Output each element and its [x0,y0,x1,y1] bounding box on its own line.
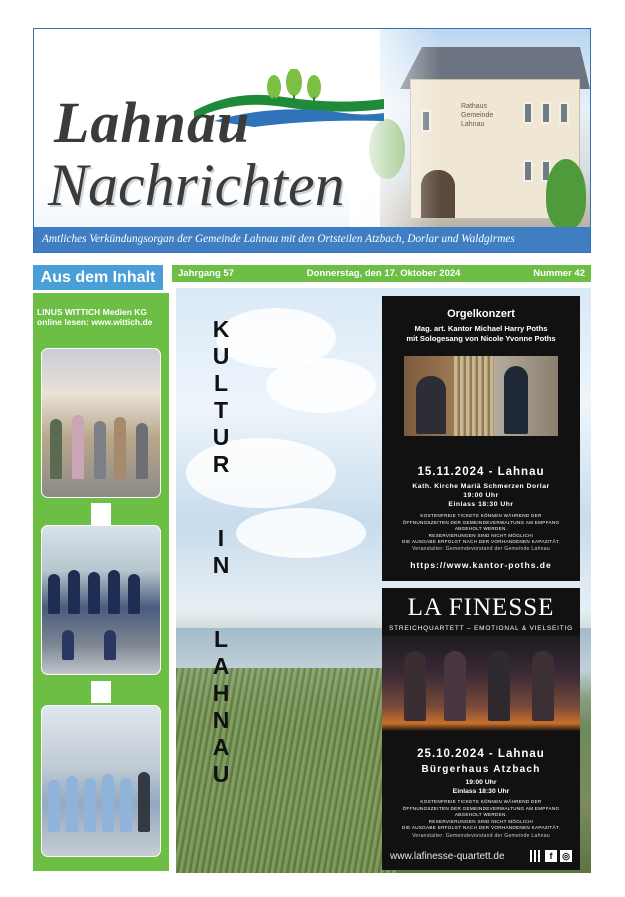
notice-line: KOSTENFREIE TICKETS KÖNNEN WÄHREND DER [420,513,542,518]
event-title: LA FINESSE [407,594,555,621]
person-figure [88,572,100,614]
notice-line: DIE AUSGABE ERFOLGT NACH DER VORHANDENEN KAPAZITÄT. [401,825,561,830]
event-subtitle: STREICHQUARTETT – EMOTIONAL & VIELSEITIG [389,625,573,632]
title-letter: L [213,626,229,652]
event-date: 25.10.2024 - Lahnau [417,748,545,760]
title-letter: R [212,451,230,477]
person-figure [504,366,528,434]
person-figure [72,415,84,479]
event-time-block [382,778,580,796]
cloud [236,508,366,558]
publisher-name: LINUS WITTICH Medien KG [37,307,148,317]
window [541,102,551,124]
notice-line: ÖFFNUNGSZEITEN DER GEMEINDEVERWALTUNG AM EMPFANG [402,519,560,525]
instagram-icon[interactable]: ◎ [560,850,572,862]
person-figure [102,774,114,832]
window [523,102,533,124]
cloud [266,358,376,413]
teaser-photo-volleyball-team[interactable] [41,525,161,675]
performer-line: Mag. art. Kantor Michael Harry Poths [414,324,548,333]
event-date: 15.11.2024 - Lahnau [417,466,545,478]
notice-line: ÖFFNUNGSZEITEN DER GEMEINDEVERWALTUNG AM EMPFANG [402,805,560,811]
notice-line: RESERVIERUNGEN SIND NICHT MÖGLICH! [428,532,534,538]
person-figure [48,574,60,614]
kultur-in-lahnau-title [206,316,236,856]
volume-label: Jahrgang 57 [178,268,234,279]
person-figure [62,630,74,660]
person-figure [48,780,60,832]
notice-line: KOSTENFREIE TICKETS KÖNNEN WÄHREND DER [420,799,542,804]
title-letter: I [217,525,225,551]
masthead [33,28,591,253]
person-figure [114,417,126,479]
title-letter: A [212,653,230,679]
table-of-contents-tab[interactable]: Aus dem Inhalt [33,265,163,290]
window [559,102,569,124]
event-venue: Kath. Kirche Mariä Schmerzen Dorlar [412,483,550,490]
event-title: Orgelkonzert [447,308,515,320]
notice-line: ABGEHOLT WERDEN. [454,812,508,817]
cover-poster [176,288,591,873]
event-time: 19:00 Uhr [463,492,499,499]
person-figure [136,423,148,479]
qr-code-icon[interactable] [530,850,542,862]
social-icons [530,850,572,862]
title-letter: U [212,761,230,787]
teaser-photo-youth-team[interactable] [41,705,161,857]
publisher-website[interactable]: online lesen: www.wittich.de [37,317,153,327]
divider [91,681,111,703]
person-figure [66,776,78,832]
title-letter: N [212,552,230,578]
event-time: 19:00 Uhr [465,779,497,786]
publisher-info [37,307,167,327]
title-letter: A [212,734,230,760]
person-figure [444,651,466,721]
issue-info-bar [172,265,591,282]
title-letter: H [212,680,230,706]
facebook-icon[interactable]: f [545,850,557,862]
masthead-tagline: Amtliches Verkündungsorgan der Gemeinde Lahnau mit den Ortsteilen Atzbach, Dorlar und Waldgirmes [34,227,590,252]
notice-line: DIE AUSGABE ERFOLGT NACH DER VORHANDENEN KAPAZITÄT. [401,539,561,544]
event-performers [382,324,580,344]
contents-sidebar [33,293,169,871]
organ-pipes [454,356,494,436]
event-website-link[interactable]: https://www.kantor-poths.de [410,560,552,570]
event-organizer: Veranstalter: Gemeindevorstand der Gemeinde Lahnau [412,546,550,552]
person-figure [138,772,150,832]
ticket-notice [382,513,580,546]
event-website-link[interactable]: www.lafinesse-quartett.de [390,851,505,862]
title-letter: N [212,707,230,733]
divider [91,503,111,525]
event-venue: Bürgerhaus Atzbach [421,764,541,775]
person-figure [416,376,446,434]
notice-line: RESERVIERUNGEN SIND NICHT MÖGLICH! [428,818,534,824]
performer-line: mit Sologesang von Nicole Yvonne Poths [406,334,556,343]
teaser-photo-store-visit[interactable] [41,348,161,498]
person-figure [84,778,96,832]
title-letter: U [212,343,230,369]
issue-number: Nummer 42 [533,268,585,279]
window [523,160,533,182]
person-figure [488,651,510,721]
event-organizer: Veranstalter: Gemeindevorstand der Gemeinde Lahnau [412,833,550,839]
tree-icon [546,159,586,229]
person-figure [404,651,426,721]
person-figure [68,570,80,614]
photo-fade [350,29,440,229]
person-figure [94,421,106,479]
person-figure [532,651,554,721]
ticket-notice [382,799,580,832]
person-figure [104,630,116,660]
event-entry: Einlass 18:30 Uhr [452,788,510,795]
person-figure [120,778,132,832]
title-letter: U [212,424,230,450]
issue-date: Donnerstag, den 17. Oktober 2024 [306,268,461,279]
notice-line: ABGEHOLT WERDEN. [454,526,508,531]
quartet-photo [382,636,580,731]
event-venue-block [382,482,580,509]
organ-concert-card [382,296,580,581]
building-sign: Rathaus Gemeinde Lahnau [461,103,494,128]
event-entry: Einlass 18:30 Uhr [448,501,514,508]
masthead-subtitle: Nachrichten [48,152,345,218]
title-letter: K [212,316,230,342]
person-figure [50,419,62,479]
title-letter: L [213,370,229,396]
organ-concert-photo [404,356,558,436]
person-figure [108,570,120,614]
masthead-title: Lahnau [54,90,251,155]
title-letter: T [213,397,229,423]
person-figure [128,574,140,614]
la-finesse-concert-card [382,588,580,870]
